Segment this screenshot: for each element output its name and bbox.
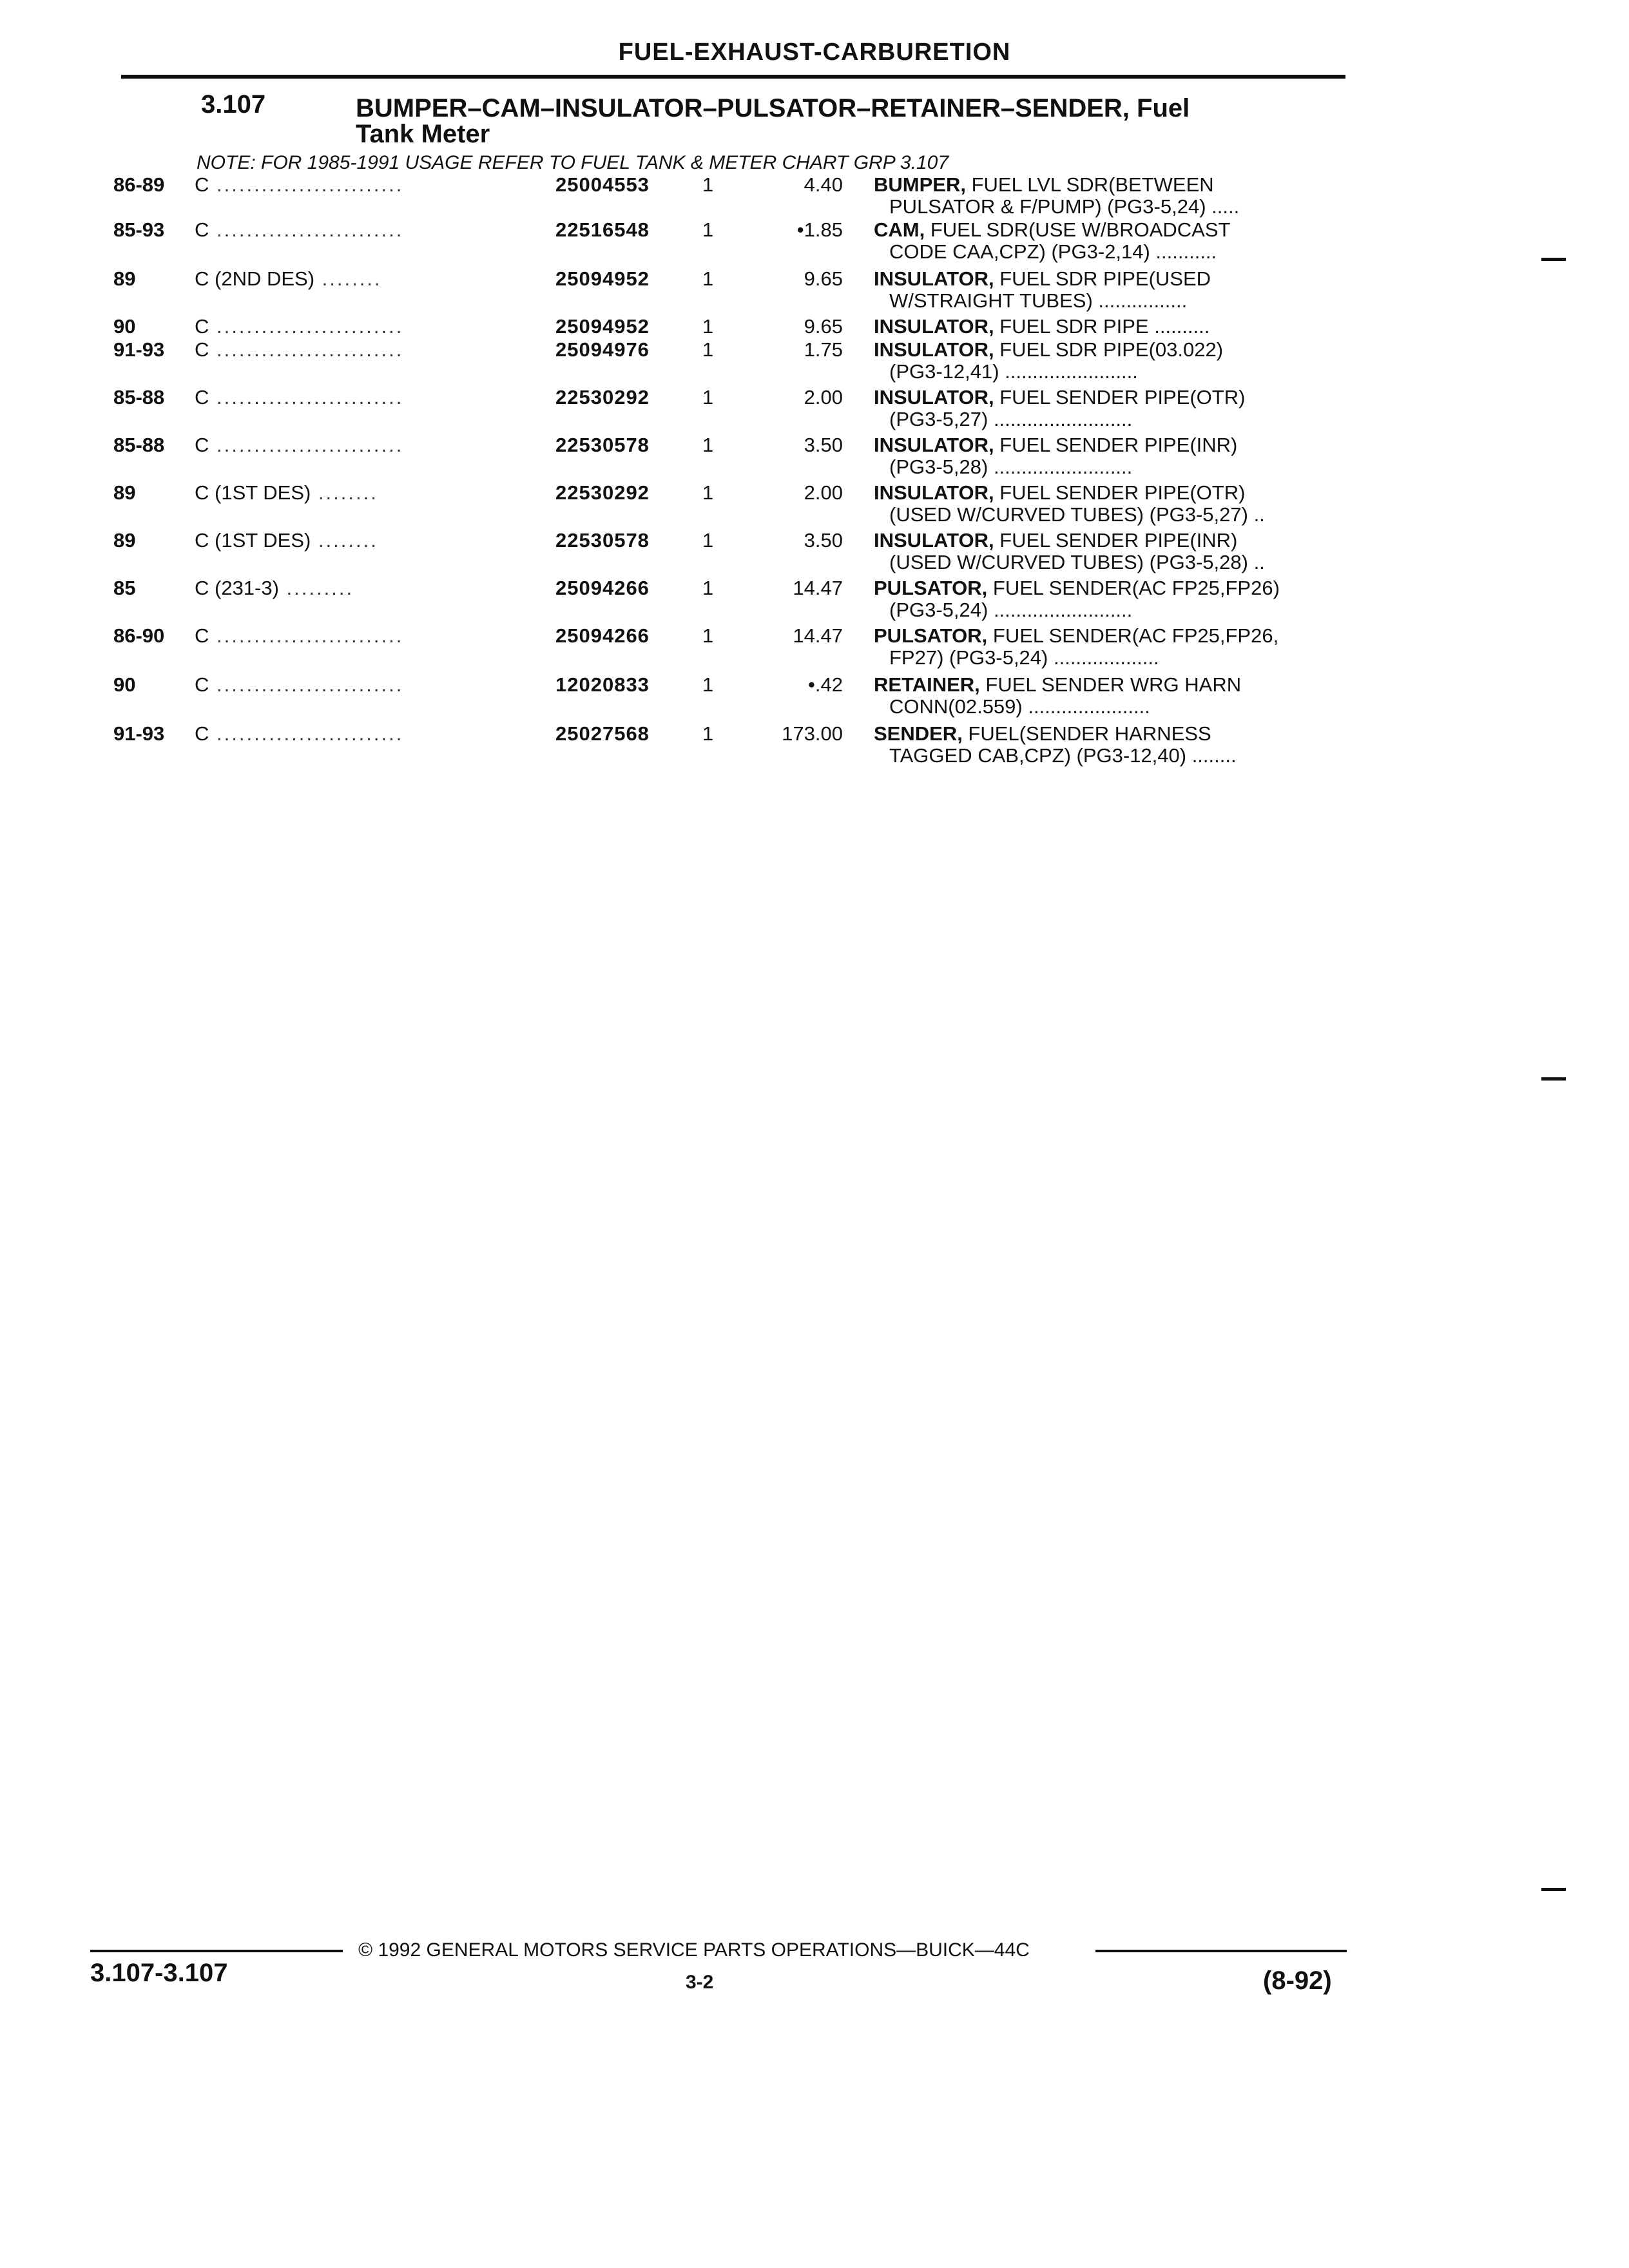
description [874,482,1344,526]
designation-value: C [195,315,209,338]
price: 14.47 [793,577,843,599]
quantity: 1 [702,529,714,552]
description-line1: FUEL(SENDER HARNESS [962,722,1211,745]
description-keyword: RETAINER, [874,673,980,696]
designation [195,723,403,745]
description-line2: (PG3-5,27) ......................... [889,408,1133,430]
designation [195,219,403,241]
description-line1: FUEL SDR PIPE .......... [994,315,1210,338]
description-line1: FUEL SENDER(AC FP25,FP26) [987,577,1280,599]
description-line2: CONN(02.559) ...................... [889,695,1150,718]
model-year: 89 [113,267,136,290]
designation-value: C [195,218,209,241]
quantity: 1 [702,218,714,241]
model-year: 89 [113,529,136,552]
description-line1: FUEL SENDER PIPE(OTR) [994,481,1246,504]
part-number: 25004553 [555,173,650,196]
price: 173.00 [782,722,843,745]
description-line1: FUEL LVL SDR(BETWEEN [965,173,1214,196]
price: 3.50 [804,434,843,456]
description-keyword: INSULATOR, [874,529,994,552]
description [874,577,1344,621]
description-line2: W/STRAIGHT TUBES) ................ [889,289,1188,312]
description-line2: CODE CAA,CPZ) (PG3-2,14) ........... [889,240,1217,263]
dot-leader: ........ [311,529,378,552]
description-line1: FUEL SENDER WRG HARN [979,673,1242,696]
description-line2: (PG3-5,24) ......................... [889,599,1133,621]
section-title-line2: Tank Meter [356,120,490,148]
model-year: 85-88 [113,386,165,408]
model-year: 85-93 [113,218,165,241]
description-keyword: INSULATOR, [874,338,994,361]
model-year: 91-93 [113,338,165,361]
description-keyword: PULSATOR, [874,577,988,599]
model-year: 89 [113,481,136,504]
quantity: 1 [702,673,714,696]
price: 2.00 [804,481,843,504]
edge-mark [1541,1077,1566,1081]
price: 3.50 [804,529,843,552]
description [874,387,1344,430]
designation-value: C [195,386,209,408]
description-line1: FUEL SDR PIPE(03.022) [994,338,1224,361]
quantity: 1 [702,577,714,599]
description [874,530,1344,573]
description [874,174,1344,218]
description-line1: FUEL SENDER PIPE(INR) [994,529,1238,552]
description-line1: FUEL SDR(USE W/BROADCAST [925,218,1231,241]
dot-leader: ......................... [209,173,404,196]
designation [195,316,403,338]
description-keyword: INSULATOR, [874,481,994,504]
description-line2: (USED W/CURVED TUBES) (PG3-5,28) .. [889,551,1265,573]
designation-value: C (1ST DES) [195,529,311,552]
edge-mark [1541,258,1566,261]
quantity: 1 [702,624,714,647]
section-title-line1: BUMPER–CAM–INSULATOR–PULSATOR–RETAINER–SENDER, Fuel [356,94,1190,122]
designation [195,339,403,361]
quantity: 1 [702,315,714,338]
footer-page-number: 3-2 [686,1972,714,1993]
description [874,316,1344,338]
model-year: 85-88 [113,434,165,456]
description [874,625,1344,669]
designation-value: C (231-3) [195,577,279,599]
designation [195,674,403,696]
page-header-title: FUEL-EXHAUST-CARBURETION [618,39,1011,66]
price: 9.65 [804,315,843,338]
description-line2: PULSATOR & F/PUMP) (PG3-5,24) ..... [889,195,1240,218]
footer-copyright: © 1992 GENERAL MOTORS SERVICE PARTS OPERATIONS—BUICK—44C [358,1939,1030,1961]
designation [195,482,378,504]
designation-value: C (2ND DES) [195,267,315,290]
description-keyword: CAM, [874,218,925,241]
header-rule [121,75,1345,79]
dot-leader: ......................... [209,624,404,647]
description-line2: FP27) (PG3-5,24) ................... [889,646,1159,669]
designation [195,625,403,647]
part-number: 22530292 [555,481,650,504]
description [874,268,1344,312]
designation-value: C [195,173,209,196]
quantity: 1 [702,722,714,745]
description-keyword: INSULATOR, [874,267,994,290]
description-keyword: PULSATOR, [874,624,988,647]
part-number: 22530578 [555,529,650,552]
description-keyword: INSULATOR, [874,386,994,408]
price: 14.47 [793,624,843,647]
designation-value: C [195,338,209,361]
part-number: 22516548 [555,218,650,241]
dot-leader: ......................... [209,315,404,338]
description [874,339,1344,383]
dot-leader: ......................... [209,338,404,361]
part-number: 25094976 [555,338,650,361]
designation-value: C [195,434,209,456]
model-year: 86-90 [113,624,165,647]
description-keyword: SENDER, [874,722,963,745]
usage-note: NOTE: FOR 1985-1991 USAGE REFER TO FUEL TANK & METER CHART GRP 3.107 [197,152,949,173]
part-number: 22530578 [555,434,650,456]
designation [195,174,403,196]
designation-value: C [195,624,209,647]
description-line1: FUEL SENDER PIPE(OTR) [994,386,1246,408]
dot-leader: ......................... [209,722,404,745]
dot-leader: ......................... [209,386,404,408]
edge-mark [1541,1888,1566,1891]
description-line2: (USED W/CURVED TUBES) (PG3-5,27) .. [889,503,1265,526]
model-year: 85 [113,577,136,599]
model-year: 90 [113,673,136,696]
price: •1.85 [796,218,843,241]
footer-date: (8-92) [1263,1966,1332,1995]
quantity: 1 [702,434,714,456]
description-line2: TAGGED CAB,CPZ) (PG3-12,40) ........ [889,744,1237,767]
model-year: 91-93 [113,722,165,745]
quantity: 1 [702,173,714,196]
description-keyword: INSULATOR, [874,434,994,456]
footer-rule-right [1095,1950,1347,1952]
dot-leader: ......................... [209,218,404,241]
description [874,219,1344,263]
section-number: 3.107 [201,90,266,119]
part-number: 25094266 [555,577,650,599]
quantity: 1 [702,481,714,504]
dot-leader: ......... [278,577,354,599]
quantity: 1 [702,386,714,408]
description [874,434,1344,478]
designation [195,387,403,408]
designation [195,268,382,290]
model-year: 86-89 [113,173,165,196]
part-number: 25094952 [555,315,650,338]
description-keyword: INSULATOR, [874,315,994,338]
footer-section-ref: 3.107-3.107 [90,1959,228,1987]
model-year: 90 [113,315,136,338]
dot-leader: ........ [311,481,378,504]
price: 2.00 [804,386,843,408]
description [874,723,1344,767]
part-number: 25094266 [555,624,650,647]
designation [195,434,403,456]
designation-value: C [195,673,209,696]
description [874,674,1344,718]
part-number: 25027568 [555,722,650,745]
quantity: 1 [702,338,714,361]
description-line1: FUEL SDR PIPE(USED [994,267,1211,290]
designation-value: C [195,722,209,745]
description-line1: FUEL SENDER(AC FP25,FP26, [987,624,1279,647]
quantity: 1 [702,267,714,290]
dot-leader: ......................... [209,673,404,696]
description-line1: FUEL SENDER PIPE(INR) [994,434,1238,456]
price: 4.40 [804,173,843,196]
part-number: 22530292 [555,386,650,408]
part-number: 12020833 [555,673,650,696]
price: 9.65 [804,267,843,290]
designation [195,530,378,552]
description-line2: (PG3-5,28) ......................... [889,456,1133,478]
price: •.42 [808,673,843,696]
section-title [356,95,1322,147]
description-keyword: BUMPER, [874,173,966,196]
footer-rule-left [90,1950,343,1952]
dot-leader: ......................... [209,434,404,456]
part-number: 25094952 [555,267,650,290]
price: 1.75 [804,338,843,361]
designation-value: C (1ST DES) [195,481,311,504]
designation [195,577,354,599]
description-line2: (PG3-12,41) ........................ [889,360,1138,383]
dot-leader: ........ [314,267,382,290]
